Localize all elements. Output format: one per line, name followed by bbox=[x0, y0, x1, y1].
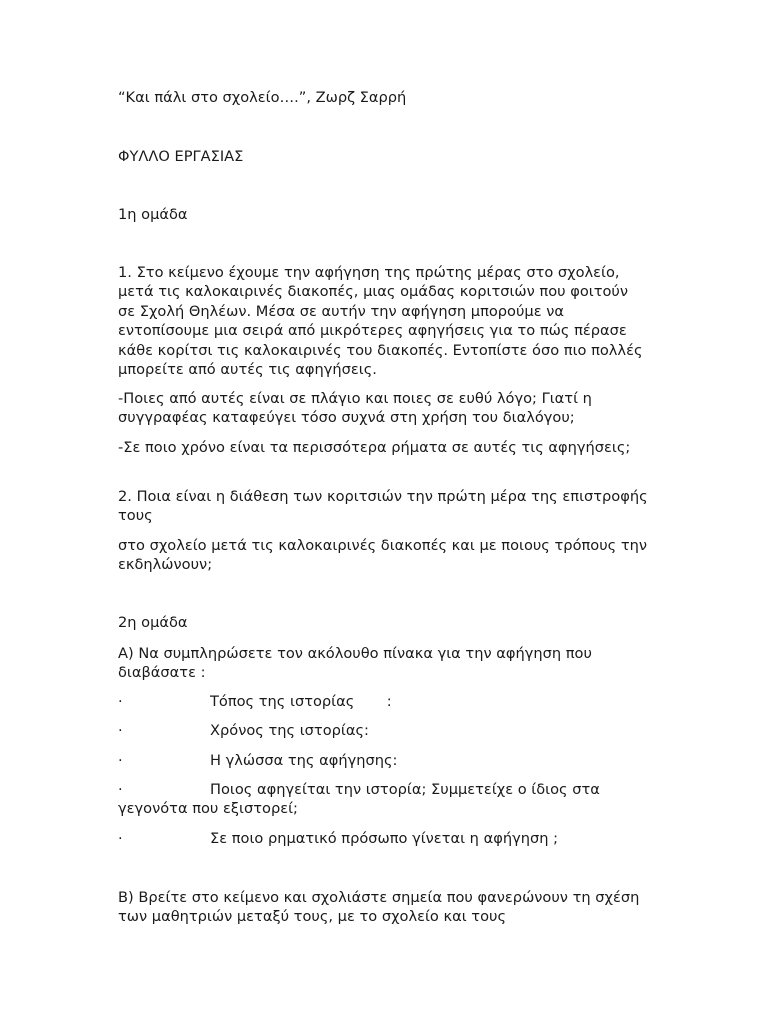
list-item bbox=[118, 751, 648, 770]
group2-part-b: Β) Βρείτε στο κείμενο και σχολιάστε σημεία που φανερώνουν τη σχέση των μαθητριών μεταξύ τους, με το σχολείο και τους bbox=[118, 889, 640, 926]
group1-heading: 1η ομάδα bbox=[118, 206, 188, 223]
group2-part-a-intro: Α) Να συμπληρώσετε τον ακόλουθο πίνακα για την αφήγηση που διαβάσατε : bbox=[118, 645, 592, 682]
group1-question-1: 1. Στο κείμενο έχουμε την αφήγηση της πρώτης μέρας στο σχολείο, μετά τις καλοκαιρινές διακοπές, μιας ομάδας κοριτσιών που φοιτούν σε Σχολή Θηλέων. Μέσα σε αυτήν την αφήγηση μπορούμε να εντοπίσουμε μια σειρά από μικρότερες αφηγήσεις για το πώς πέρασε κάθε κορίτσι τις καλοκαιρινές του διακοπές. Εντοπίστε όσο πιο πολλές μπορείτε από αυτές τις αφηγήσεις. bbox=[118, 264, 643, 379]
list-item bbox=[118, 829, 648, 848]
document-title-line: “Και πάλι στο σχολείο….”, Ζωρζ Σαρρή bbox=[118, 89, 407, 106]
list-item-text: Σε ποιο ρηματικό πρόσωπο γίνεται η αφήγηση ; bbox=[210, 830, 559, 847]
list-item bbox=[118, 721, 648, 740]
worksheet-heading: ΦΥΛΛΟ ΕΡΓΑΣΙΑΣ bbox=[118, 148, 244, 165]
group1-question-2-part1: 2. Ποια είναι η διάθεση των κοριτσιών την πρώτη μέρα της επιστροφής τους bbox=[118, 488, 648, 525]
list-item-text: Ποιος αφηγείται την ιστορία; Συμμετείχε ο ίδιος στα γεγονότα που εξιστορεί; bbox=[118, 781, 600, 818]
group1-question-1b: -Σε ποιο χρόνο είναι τα περισσότερα ρήματα σε αυτές τις αφηγήσεις; bbox=[118, 439, 631, 456]
bullet-icon: · bbox=[118, 830, 123, 847]
list-item bbox=[118, 692, 648, 711]
list-item-text: Τόπος της ιστορίας : bbox=[210, 693, 392, 710]
list-item-text: Η γλώσσα της αφήγησης: bbox=[210, 752, 398, 769]
bullet-icon: · bbox=[118, 693, 123, 710]
group2-heading: 2η ομάδα bbox=[118, 614, 188, 631]
list-item bbox=[118, 780, 648, 819]
bullet-icon: · bbox=[118, 752, 123, 769]
bullet-icon: · bbox=[118, 781, 123, 798]
group1-question-2-part2: στο σχολείο μετά τις καλοκαιρινές διακοπές και με ποιους τρόπους την εκδηλώνουν; bbox=[118, 537, 648, 574]
list-item-text: Χρόνος της ιστορίας: bbox=[210, 722, 369, 739]
group1-question-1a: -Ποιες από αυτές είναι σε πλάγιο και ποιες σε ευθύ λόγο; Γιατί η συγγραφέας καταφεύγει τόσο συχνά στη χρήση του διαλόγου; bbox=[118, 390, 592, 427]
bullet-icon: · bbox=[118, 722, 123, 739]
